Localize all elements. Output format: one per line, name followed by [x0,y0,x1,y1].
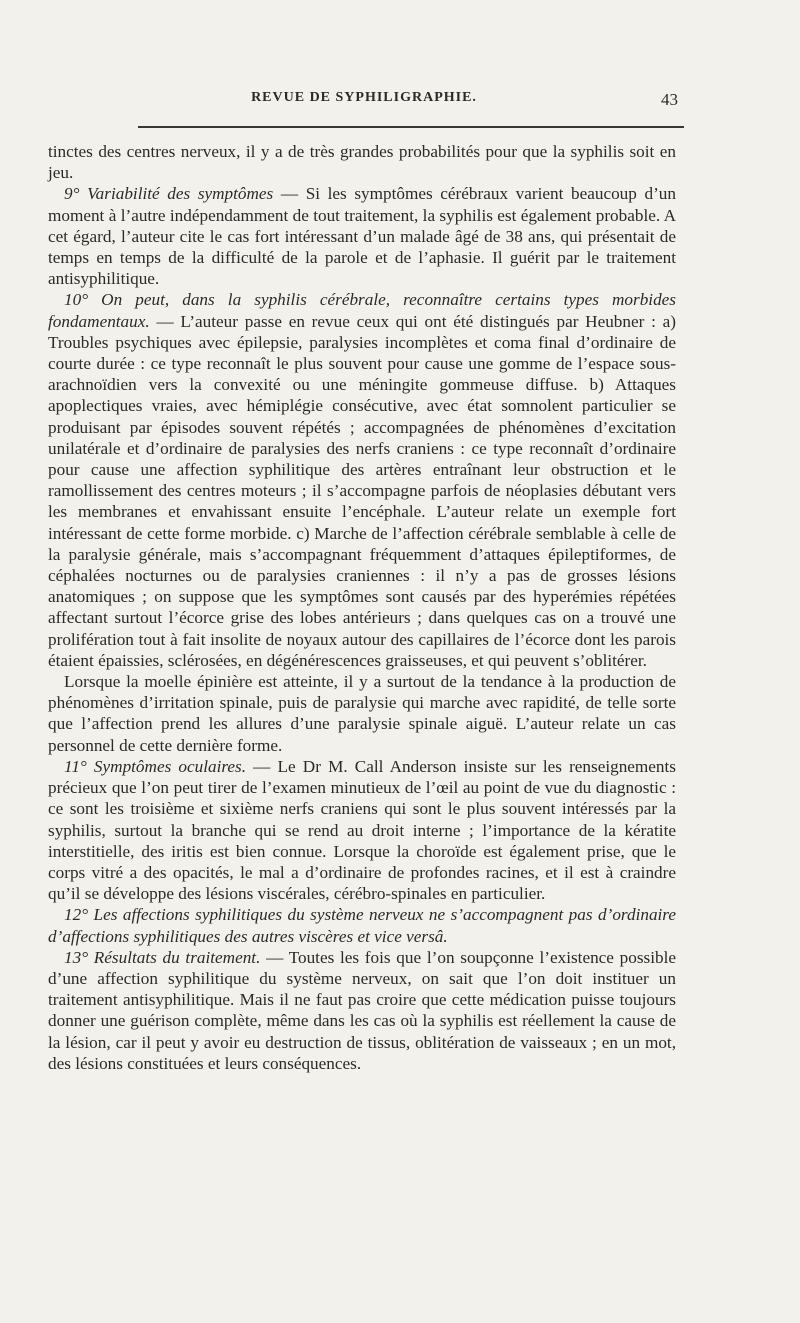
paragraph-11 [48,756,676,904]
paragraph-12 [48,904,676,946]
paragraph-10 [48,289,676,671]
paragraph-text: tinctes des centres nerveux, il y a de très grandes probabilités pour que la syphilis soit en jeu. [48,142,676,183]
section-heading: 11° Symptômes oculaires. [64,756,247,776]
paragraph-text: Lorsque la moelle épinière est atteinte, il y a surtout de la tendance à la production de phénomènes d’irritation spinale, puis de paralysie qui marche avec rapidité, de telle sorte que l’affection prend les allures d’une paralysie spinale aiguë. L’auteur relate un cas personnel de cette dernière forme. [48,672,676,755]
running-title: REVUE DE SYPHILIGRAPHIE. [251,90,477,105]
paragraph-text: — Toutes les fois que l’on soupçonne l’existence possible d’une affection syphilitique du système nerveux, on sait que l’on doit instituer un traitement antisyphilitique. Mais il ne faut pas croire que cette médication puisse toujours donner une guérison complète, même dans les cas où la syphilis est réellement la cause de la lésion, car il peut y avoir eu destruction de tissus, oblitération de vaisseaux ; en un mot, des lésions constituées et leurs conséquences. [48,947,676,1073]
section-heading: 12° Les affections syphilitiques du système nerveux ne s’accompagnent pas d’ordinaire d’affections syphilitiques des autres viscères et vice versâ. [48,905,676,946]
paragraph-moelle [48,671,676,756]
paragraph-continuation [48,141,676,183]
section-heading: 13° Résultats du traitement. [64,947,261,967]
page-number: 43 [661,90,678,109]
section-heading: 10° On peut, dans la syphilis cérébrale, reconnaître certains types morbides fondamentaux. [48,290,676,331]
paragraph-13 [48,947,676,1074]
paragraph-text: — L’auteur passe en revue ceux qui ont été distingués par Heubner : a) Troubles psychiques avec épilepsie, paralysies incomplètes et coma final d’ordinaire de courte durée : ce type reconnaît le plus souvent pour cause une gomme de l’espace sous-arachnoïdien vers la convexité ou une méningite gommeuse diffuse. b) Attaques apoplectiques vraies, avec hémiplégie consécutive, avec état somnolent particulier se produisant par épisodes souvent répétés ; accompagnées de phénomènes d’excitation unilatérale et d’ordinaire de paralysies des nerfs craniens : ce type reconnaît d’ordinaire pour cause une affection syphilitique des artères entraînant leur obstruction et le ramollissement des centres moteurs ; il s’accompagne parfois de néoplasies débutant vers les membranes et envahissant ensuite l’encéphale. L’auteur relate un exemple fort intéressant de cette forme morbide. c) Marche de l’affection cérébrale semblable à celle de la paralysie générale, mais s’accompagnant fréquemment d’attaques épileptiformes, de céphalées nocturnes ou de paralysies craniennes : il n’y a pas de grosses lésions anatomiques ; on suppose que les symptômes sont causés par des hyperémies répétées affectant surtout l’écorce grise des lobes antérieurs ; dans quelques cas on a trouvé une prolifération tout à fait insolite de noyaux autour des capillaires de l’écorce dont les parois étaient épaissies, sclérosées, en dégénérescences graisseuses, et qui peuvent s’oblitérer. [48,311,676,670]
body-text [48,141,676,1074]
paragraph-text: — Le Dr M. Call Anderson insiste sur les renseignements précieux que l’on peut tirer de l’examen minutieux de l’œil au point de vue du diagnostic : ce sont les troisième et sixième nerfs craniens qui sont le plus souvent intéressés par la syphilis, surtout la branche qui se rend au droit interne ; l’importance de la kératite interstitielle, des iritis est bien connue. Lorsque la choroïde est également prise, que le corps vitré a des opacités, le mal a d’ordinaire de profondes racines, et il est à craindre qu’il se développe des lésions viscérales, cérébro-spinales en particulier. [48,756,676,904]
header-rule [138,126,684,128]
paragraph-9 [48,183,676,289]
section-heading: 9° Variabilité des symptômes [64,184,274,204]
running-head [50,90,678,114]
paragraph-text: — Si les symptômes cérébraux varient beaucoup d’un moment à l’autre indépendamment de tout traitement, la syphilis est également probable. A cet égard, l’auteur cite le cas fort intéressant d’un malade âgé de 38 ans, qui présentait de temps en temps de la difficulté de la parole et de l’aphasie. Il guérit par le traitement antisyphilitique. [48,184,676,289]
